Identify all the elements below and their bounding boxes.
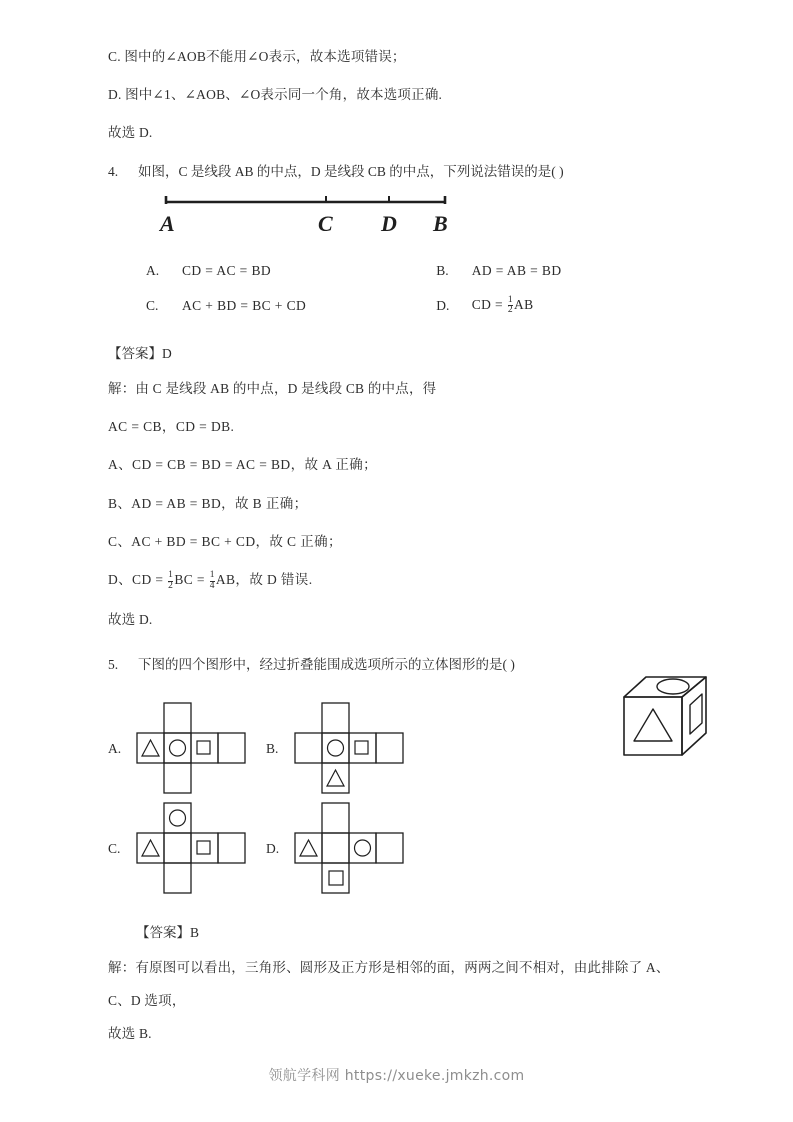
question-4-stem-line bbox=[108, 163, 708, 182]
document-content bbox=[108, 48, 708, 1063]
option-a-text[interactable]: CD = AC = BD bbox=[181, 262, 272, 278]
cube-solid-svg bbox=[618, 671, 714, 783]
question-4-options bbox=[108, 256, 708, 326]
option-d-letter: D. bbox=[436, 297, 450, 313]
option-d-numerator: 1 bbox=[507, 294, 513, 305]
q4-solution-given: AC = CB，CD = DB. bbox=[108, 419, 235, 435]
option-a-letter: A. bbox=[146, 262, 160, 278]
option-c-letter: C. bbox=[146, 297, 159, 313]
q5-solution-line2: C、D 选项， bbox=[108, 992, 186, 1008]
option-b-text[interactable]: AD = AB = BD bbox=[471, 262, 562, 278]
net-a-letter: A. bbox=[108, 740, 122, 756]
option-d-post: AB bbox=[513, 296, 534, 312]
option-c-text[interactable]: AC + BD = BC + CD bbox=[181, 297, 307, 313]
option-d-denominator: 2 bbox=[507, 305, 513, 316]
step-d-fraction-2 bbox=[210, 571, 215, 591]
question-4-answer bbox=[108, 342, 708, 362]
step-d-fraction-1 bbox=[168, 571, 173, 591]
segment-point-d: D bbox=[381, 210, 397, 236]
question-5-stem-text: 下图的四个图形中，经过折叠能围成选项所示的立体图形的是( ) bbox=[138, 656, 515, 672]
q4-solution-intro: 解：由 C 是线段 AB 的中点，D 是线段 CB 的中点，得 bbox=[108, 380, 437, 396]
step-d-den-1: 2 bbox=[168, 580, 174, 591]
net-c-letter: C. bbox=[108, 840, 121, 856]
step-d-pre: D、CD = bbox=[108, 572, 168, 588]
net-b-svg bbox=[294, 701, 434, 799]
option-d-pre: CD = bbox=[471, 296, 507, 312]
answer-value-5: B bbox=[190, 924, 200, 940]
answer-value-4: D bbox=[162, 345, 172, 361]
cube-solid bbox=[618, 671, 714, 788]
question-5-number: 5. bbox=[108, 656, 119, 672]
answer-label-5: 【答案】 bbox=[136, 924, 190, 940]
net-c-svg bbox=[136, 801, 276, 899]
net-option-a[interactable] bbox=[108, 701, 279, 804]
net-b-letter: B. bbox=[266, 740, 279, 756]
segment-diagram-svg bbox=[160, 194, 450, 228]
explanation-conclusion: 故选 D. bbox=[108, 125, 153, 141]
net-option-d[interactable] bbox=[266, 801, 434, 904]
segment-point-c: C bbox=[318, 210, 333, 236]
option-d-fraction bbox=[508, 296, 513, 316]
q5-solution-line1: 解：有原图可以看出，三角形、圆形及正方形是相邻的面，两两之间不相对，由此排除了 A、 bbox=[108, 959, 670, 975]
step-d-num-2: 1 bbox=[209, 570, 215, 581]
step-d-mid: BC = bbox=[174, 572, 209, 588]
option-row-ab bbox=[108, 256, 708, 289]
q4-solution-conclusion: 故选 D. bbox=[108, 612, 153, 628]
option-b-letter: B. bbox=[436, 262, 449, 278]
question-5-figures bbox=[108, 683, 708, 913]
net-d-svg bbox=[294, 801, 434, 899]
segment-figure bbox=[160, 194, 450, 246]
answer-label-4: 【答案】 bbox=[108, 345, 162, 361]
segment-point-b: B bbox=[433, 210, 448, 236]
step-d-post: AB，故 D 错误. bbox=[215, 572, 313, 588]
explanation-option-c: C. 图中的∠AOB不能用∠O表示，故本选项错误； bbox=[108, 49, 406, 64]
q5-solution-conclusion: 故选 B. bbox=[108, 1025, 152, 1041]
net-d-letter: D. bbox=[266, 840, 280, 856]
option-d-text[interactable] bbox=[472, 289, 708, 326]
footer-watermark: 领航学科网 https://xueke.jmkzh.com bbox=[268, 1068, 525, 1084]
q4-solution-step-c: C、AC + BD = BC + CD，故 C 正确； bbox=[108, 533, 342, 549]
net-a-svg bbox=[136, 701, 279, 799]
net-option-c[interactable] bbox=[108, 801, 276, 904]
net-option-b[interactable] bbox=[266, 701, 434, 804]
segment-point-a: A bbox=[160, 210, 175, 236]
question-4-number: 4. bbox=[108, 163, 119, 179]
question-5-answer bbox=[136, 921, 708, 941]
step-d-num-1: 1 bbox=[168, 570, 174, 581]
option-row-cd bbox=[108, 289, 708, 326]
step-d-den-2: 4 bbox=[209, 580, 215, 591]
q4-solution-step-a: A、CD = CB = BD = AC = BD，故 A 正确； bbox=[108, 457, 378, 473]
q4-solution-step-d bbox=[108, 571, 708, 591]
explanation-option-d: D. 图中∠1、∠AOB、∠O表示同一个角，故本选项正确. bbox=[108, 87, 443, 103]
q4-solution-step-b: B、AD = AB = BD，故 B 正确； bbox=[108, 495, 308, 511]
question-4-stem-text: 如图，C 是线段 AB 的中点，D 是线段 CB 的中点，下列说法错误的是( ) bbox=[138, 163, 564, 179]
